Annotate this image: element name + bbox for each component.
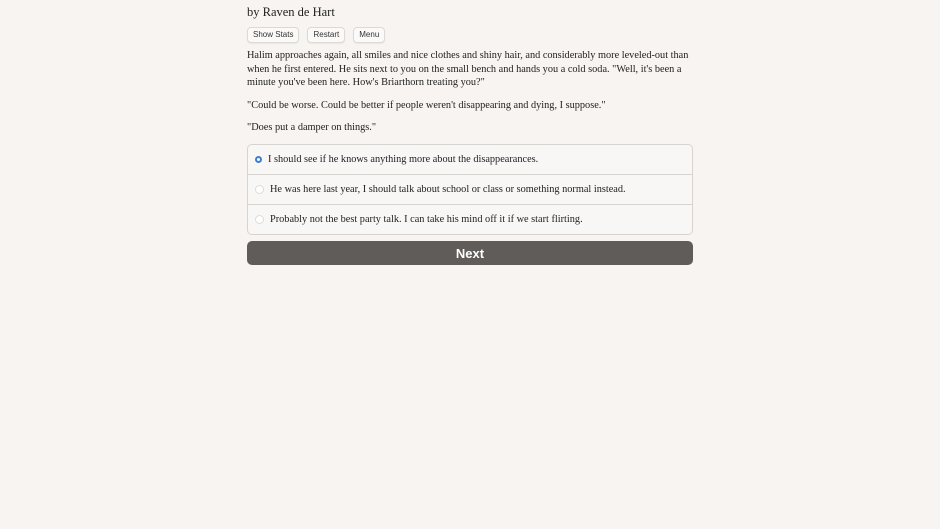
radio-unselected-icon[interactable] (255, 185, 264, 194)
choice-label: I should see if he knows anything more about the disappearances. (268, 154, 539, 165)
next-button[interactable]: Next (247, 241, 693, 265)
choice-label: He was here last year, I should talk about school or class or something normal instead. (270, 184, 626, 195)
story-paragraph: "Does put a damper on things." (247, 122, 377, 133)
author-byline: by Raven de Hart (247, 5, 335, 19)
choice-option-3[interactable] (248, 204, 692, 234)
header-buttons (247, 27, 385, 43)
story-paragraph: Halim approaches again, all smiles and nice clothes and shiny hair, and considerably more leveled-out than when he first entered. He sits next to you on the small bench and hands you a cold soda. "Well, it's been a minute you've been here. How's Briarthorn treating you?" (247, 50, 689, 88)
choice-label: Probably not the best party talk. I can take his mind off it if we start flirting. (270, 214, 583, 225)
radio-selected-icon[interactable] (255, 156, 262, 163)
choice-list (247, 144, 693, 235)
radio-unselected-icon[interactable] (255, 215, 264, 224)
menu-button[interactable]: Menu (353, 27, 385, 43)
story-text (247, 49, 693, 144)
choice-option-1[interactable] (248, 145, 692, 174)
show-stats-button[interactable]: Show Stats (247, 27, 299, 43)
choice-option-2[interactable] (248, 174, 692, 204)
story-paragraph: "Could be worse. Could be better if people weren't disappearing and dying, I suppose." (247, 99, 606, 111)
restart-button[interactable]: Restart (307, 27, 345, 43)
